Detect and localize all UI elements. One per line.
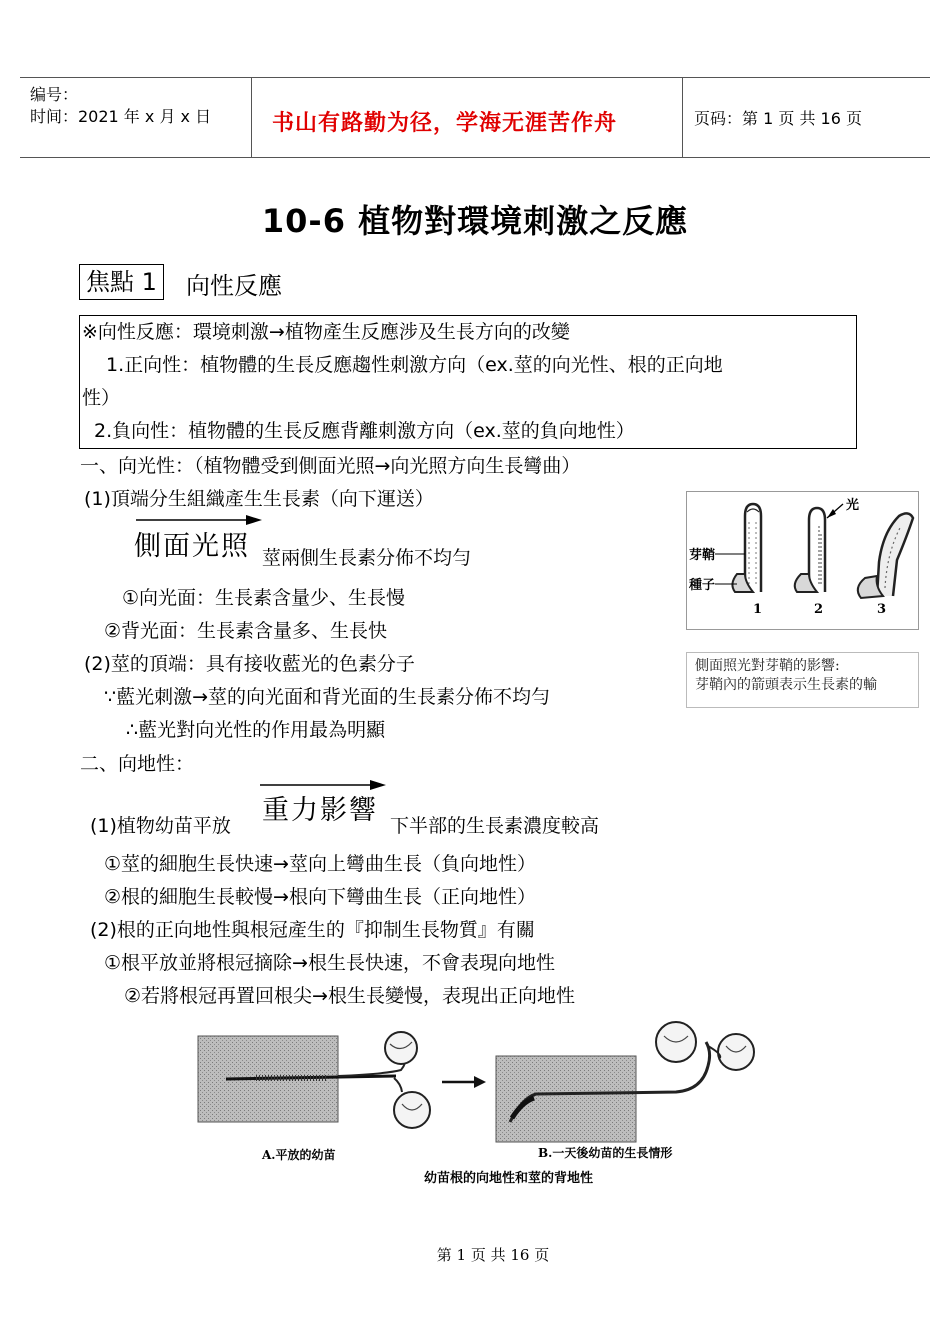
gravitropism-figure bbox=[196, 1018, 756, 1160]
figure2-caption: 幼苗根的向地性和莖的背地性 bbox=[424, 1171, 594, 1186]
root-cap-removed-text: ①根平放並將根冠摘除→根生長快速，不會表現向地性 bbox=[104, 952, 555, 974]
phototropism-point-1: (1)頂端分生組織產生生長素（向下運送） bbox=[84, 488, 434, 510]
figure2-label-a: A.平放的幼苗 bbox=[262, 1148, 336, 1162]
blue-light-therefore: ∴藍光對向光性的作用最為明顯 bbox=[126, 719, 386, 741]
time-label: 时间：2021 年 x 月 x 日 bbox=[30, 107, 212, 126]
page-info: 页码：第 1 页 共 16 页 bbox=[694, 109, 862, 128]
definition-line-1: ※向性反應：環境刺激→植物產生反應涉及生長方向的改變 bbox=[82, 321, 570, 343]
seedling-number-3: 3 bbox=[877, 602, 887, 617]
gravity-label: 重力影響 bbox=[262, 795, 378, 826]
root-cap-replaced-text: ②若將根冠再置回根尖→根生長變慢，表現出正向地性 bbox=[124, 985, 575, 1007]
light-label: 光 bbox=[846, 498, 860, 513]
gravitropism-point-2: (2)根的正向地性與根冠產生的『抑制生長物質』有關 bbox=[90, 919, 535, 941]
coleoptile-figure bbox=[686, 491, 919, 630]
root-positive-gravitropism: ②根的細胞生長較慢→根向下彎曲生長（正向地性） bbox=[104, 886, 536, 908]
definition-line-3: 性） bbox=[82, 387, 121, 409]
gravitropism-heading: 二、向地性： bbox=[80, 753, 195, 775]
stem-negative-gravitropism: ①莖的細胞生長快速→莖向上彎曲生長（負向地性） bbox=[104, 853, 536, 875]
motto: 书山有路勤为径，学海无涯苦作舟 bbox=[272, 110, 618, 136]
seedling-number-2: 2 bbox=[814, 602, 824, 617]
light-side-text: ①向光面：生長素含量少、生長慢 bbox=[122, 587, 406, 609]
blue-light-because: ∵藍光刺激→莖的向光面和背光面的生長素分佈不均勻 bbox=[104, 686, 551, 708]
figure1-caption-line-2: 芽鞘內的箭頭表示生長素的輸 bbox=[695, 677, 877, 693]
figure1-caption-line-1: 側面照光對芽鞘的影響: bbox=[695, 658, 840, 674]
page-footer: 第 1 页 共 16 页 bbox=[436, 1246, 550, 1264]
definition-line-2: 1.正向性：植物體的生長反應趨性刺激方向（ex.莖的向光性、根的正向地 bbox=[106, 354, 723, 376]
focus-label-box: 焦點 1 bbox=[79, 264, 164, 300]
figure1-caption-box bbox=[686, 652, 919, 708]
phototropism-point-2: (2)莖的頂端：具有接收藍光的色素分子 bbox=[84, 653, 415, 675]
page-title: 10-6 植物對環境刺激之反應 bbox=[261, 202, 689, 240]
side-light-label: 側面光照 bbox=[134, 531, 250, 562]
sheath-label: 芽鞘 bbox=[689, 548, 716, 563]
shade-side-text: ②背光面：生長素含量多、生長快 bbox=[104, 620, 388, 642]
focus-heading: 向性反應 bbox=[186, 272, 282, 300]
gravitropism-point-1-prefix: (1)植物幼苗平放 bbox=[90, 815, 231, 837]
stem-auxin-uneven: 莖兩側生長素分佈不均勻 bbox=[262, 547, 472, 569]
definition-line-4: 2.負向性：植物體的生長反應背離刺激方向（ex.莖的負向地性） bbox=[94, 420, 635, 442]
phototropism-heading: 一、向光性：（植物體受到側面光照→向光照方向生長彎曲） bbox=[80, 455, 581, 477]
seed-label: 種子 bbox=[689, 578, 716, 593]
serial-label: 编号： bbox=[30, 85, 79, 104]
gravitropism-point-1-result: 下半部的生長素濃度較高 bbox=[390, 815, 600, 837]
figure2-label-b: B.一天後幼苗的生長情形 bbox=[538, 1146, 673, 1160]
seedling-number-1: 1 bbox=[753, 602, 763, 617]
